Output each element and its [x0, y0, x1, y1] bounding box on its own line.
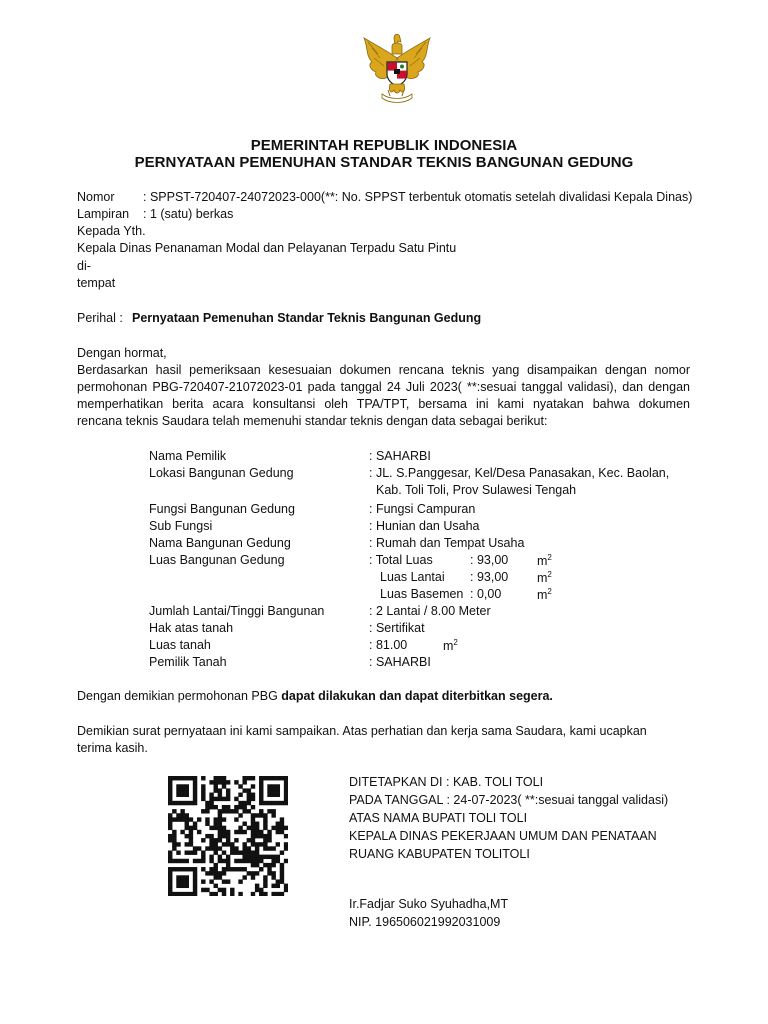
- pemilik-tanah-value: : SAHARBI: [369, 655, 431, 669]
- fungsi-value: : Fungsi Campuran: [369, 502, 476, 516]
- luas-basemen-value: : 0,00: [470, 587, 502, 601]
- signatory-nip: NIP. 196506021992031009: [349, 915, 501, 929]
- closing-line: Demikian surat pernyataan ini kami sampaikan. Atas perhatian dan kerja sama Saudara, kami ucapkan: [77, 724, 647, 738]
- body-paragraph-line: rencana teknis Saudara telah memenuhi standar teknis dengan data sebagai berikut:: [77, 414, 548, 428]
- closing-line: terima kasih.: [77, 741, 148, 755]
- document-title-line1: PEMERINTAH REPUBLIK INDONESIA: [250, 137, 518, 154]
- sub-fungsi-value: : Hunian dan Usaha: [369, 519, 480, 533]
- perihal-value: Pernyataan Pemenuhan Standar Teknis Bangunan Gedung: [132, 311, 482, 325]
- nomor-value: : SPPST-720407-24072023-000(**: No. SPPST terbentuk otomatis setelah divalidasi Kepala Dinas): [143, 190, 693, 204]
- unit-m2: $m^2$: [537, 570, 552, 585]
- signatory-name: Ir.Fadjar Suko Syuhadha,MT: [349, 897, 509, 911]
- document-title-line2: PERNYATAAN PEMENUHAN STANDAR TEKNIS BANGUNAN GEDUNG: [134, 154, 634, 171]
- perihal-label: Perihal :: [77, 311, 123, 325]
- pemilik-tanah-label: Pemilik Tanah: [149, 655, 227, 669]
- fungsi-label: Fungsi Bangunan Gedung: [149, 502, 295, 516]
- qr-code: [168, 776, 288, 896]
- nama-bangunan-value: : Rumah dan Tempat Usaha: [369, 536, 525, 550]
- nama-pemilik-label: Nama Pemilik: [149, 449, 227, 463]
- di-label: di-: [77, 259, 91, 273]
- jabatan-line1: KEPALA DINAS PEKERJAAN UMUM DAN PENATAAN: [349, 829, 657, 843]
- luas-bangunan-label: Luas Bangunan Gedung: [149, 553, 285, 567]
- garuda-pancasila-emblem: [358, 28, 436, 106]
- lokasi-label: Lokasi Bangunan Gedung: [149, 466, 294, 480]
- luas-lantai-value: : 93,00: [470, 570, 509, 584]
- recipient: Kepala Dinas Penanaman Modal dan Pelayanan Terpadu Satu Pintu: [77, 241, 457, 255]
- lampiran-label: Lampiran: [77, 207, 130, 221]
- hak-tanah-label: Hak atas tanah: [149, 621, 234, 635]
- pada-tanggal: PADA TANGGAL : 24-07-2023( **:sesuai tanggal validasi): [349, 793, 669, 807]
- body-paragraph-line: permohonan PBG-720407-21072023-01 pada tanggal 24 Juli 2023( **:sesuai tanggal validasi), dan dengan: [77, 380, 690, 394]
- body-paragraph-line: memperhatikan berita acara konsultansi oleh TPA/TPT, bersama ini kami nyatakan bahwa dokumen: [77, 397, 690, 411]
- nama-pemilik-value: : SAHARBI: [369, 449, 431, 463]
- greeting: Dengan hormat,: [77, 346, 167, 360]
- nomor-label: Nomor: [77, 190, 115, 204]
- unit-m2: $m^2$: [537, 553, 552, 568]
- body-paragraph-line: Berdasarkan hasil pemeriksaan kesesuaian dokumen rencana teknis yang disampaikan dengan nomor: [77, 363, 690, 377]
- hak-tanah-value: : Sertifikat: [369, 621, 425, 635]
- luas-tanah-value: : 81.00: [369, 638, 408, 652]
- lampiran-value: : 1 (satu) berkas: [143, 207, 234, 221]
- total-luas-value: : 93,00: [470, 553, 509, 567]
- jumlah-lantai-label: Jumlah Lantai/Tinggi Bangunan: [149, 604, 325, 618]
- unit-m2: $m^2$: [443, 638, 458, 653]
- total-luas-label: : Total Luas: [369, 553, 433, 567]
- lokasi-value-cont: Kab. Toli Toli, Prov Sulawesi Tengah: [376, 483, 577, 497]
- luas-basemen-label: Luas Basemen: [380, 587, 464, 601]
- lokasi-value: : JL. S.Panggesar, Kel/Desa Panasakan, Kec. Baolan,: [369, 466, 670, 480]
- ditetapkan-di: DITETAPKAN DI : KAB. TOLI TOLI: [349, 775, 544, 789]
- nama-bangunan-label: Nama Bangunan Gedung: [149, 536, 291, 550]
- atas-nama: ATAS NAMA BUPATI TOLI TOLI: [349, 811, 528, 825]
- jabatan-line2: RUANG KABUPATEN TOLITOLI: [349, 847, 530, 861]
- kepada-yth: Kepada Yth.: [77, 224, 146, 238]
- sub-fungsi-label: Sub Fungsi: [149, 519, 213, 533]
- unit-m2: $m^2$: [537, 587, 552, 602]
- jumlah-lantai-value: : 2 Lantai / 8.00 Meter: [369, 604, 491, 618]
- luas-tanah-label: Luas tanah: [149, 638, 211, 652]
- conclusion: Dengan demikian permohonan PBG dapat dilakukan dan dapat diterbitkan segera.: [77, 689, 553, 703]
- luas-lantai-label: Luas Lantai: [380, 570, 445, 584]
- tempat-label: tempat: [77, 276, 116, 290]
